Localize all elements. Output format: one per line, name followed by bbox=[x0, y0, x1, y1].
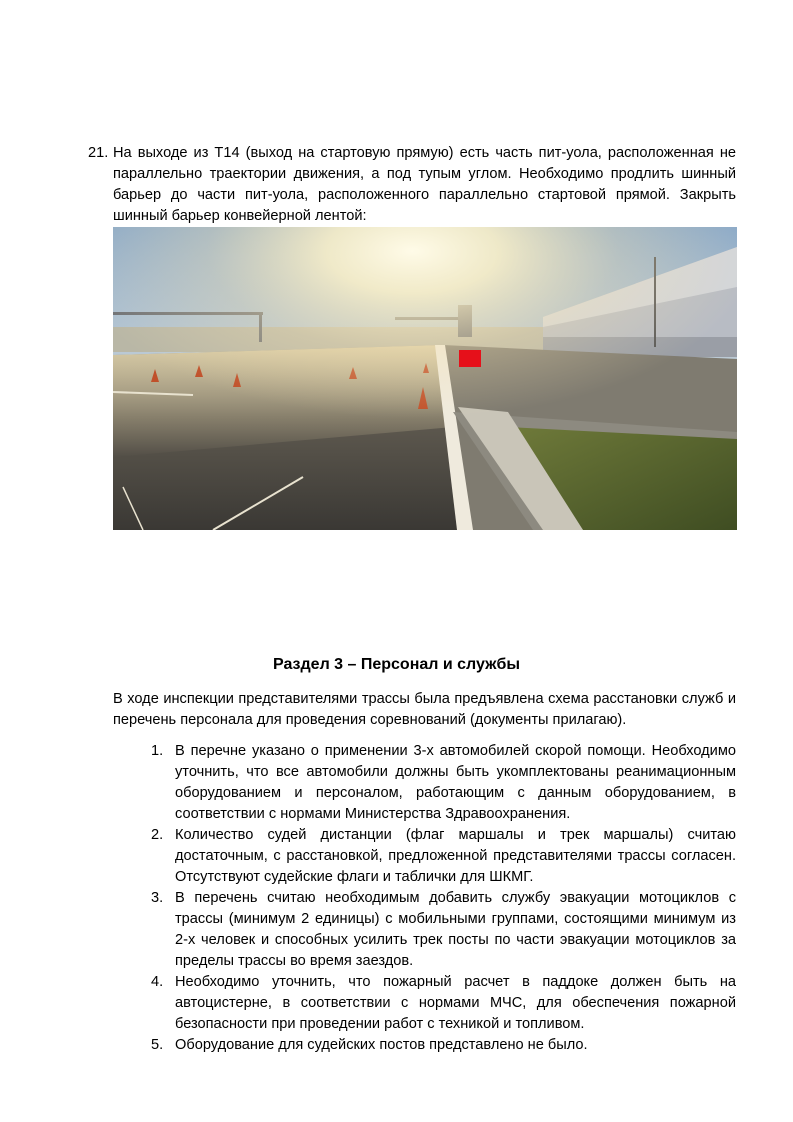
list-text: Оборудование для судейских постов представлено не было. bbox=[175, 1037, 588, 1053]
list-item bbox=[113, 972, 736, 1035]
item-number: 21. bbox=[88, 145, 109, 161]
list-item bbox=[113, 888, 736, 972]
section-title: Раздел 3 – Персонал и службы bbox=[273, 656, 520, 673]
list-text: В перечень считаю необходимым добавить службу эвакуации мотоциклов с трассы (минимум 2 единицы) с мобильными группами, состоящими минимум из 2-х человек и способных усилить трек посты по части эвакуации мотоциклов за пределы трассы во время заездов. bbox=[175, 890, 736, 969]
list-number: 2. bbox=[151, 827, 164, 843]
list-number: 5. bbox=[151, 1037, 164, 1053]
list-text: В перечне указано о применении 3-х автомобилей скорой помощи. Необходимо уточнить, что все автомобили должны быть укомплектованы реанимационным оборудованием и персоналом, работающим с данным оборудованием, в соответствии с нормами Министерства Здравоохранения. bbox=[175, 743, 736, 822]
list-item bbox=[113, 825, 736, 888]
list-item bbox=[113, 1035, 736, 1056]
list-number: 1. bbox=[151, 743, 164, 759]
list-number: 3. bbox=[151, 890, 164, 906]
ordered-list bbox=[113, 741, 736, 1056]
track-photo bbox=[113, 227, 737, 530]
item-text: На выходе из Т14 (выход на стартовую прямую) есть часть пит-уола, расположенная не параллельно траектории движения, а под тупым углом. Необходимо продлить шинный барьер до части пит-уола, расположенного параллельно стартовой прямой. Закрыть шинный барьер конвейерной лентой: bbox=[113, 145, 736, 224]
list-number: 4. bbox=[151, 974, 164, 990]
section-intro: В ходе инспекции представителями трассы была предъявлена схема расстановки служб и перечень персонала для проведения соревнований (документы прилагаю). bbox=[113, 691, 736, 728]
list-item bbox=[113, 741, 736, 825]
list-item-21 bbox=[88, 143, 736, 227]
list-text: Количество судей дистанции (флаг маршалы и трек маршалы) считаю достаточным, с расстановкой, предложенной представителями трассы согласен. Отсутствуют судейские флаги и таблички для ШКМГ. bbox=[175, 827, 736, 885]
list-text: Необходимо уточнить, что пожарный расчет в паддоке должен быть на автоцистерне, в соответствии с нормами МЧС, для обеспечения пожарной безопасности при проведении работ с техникой и топливом. bbox=[175, 974, 736, 1032]
